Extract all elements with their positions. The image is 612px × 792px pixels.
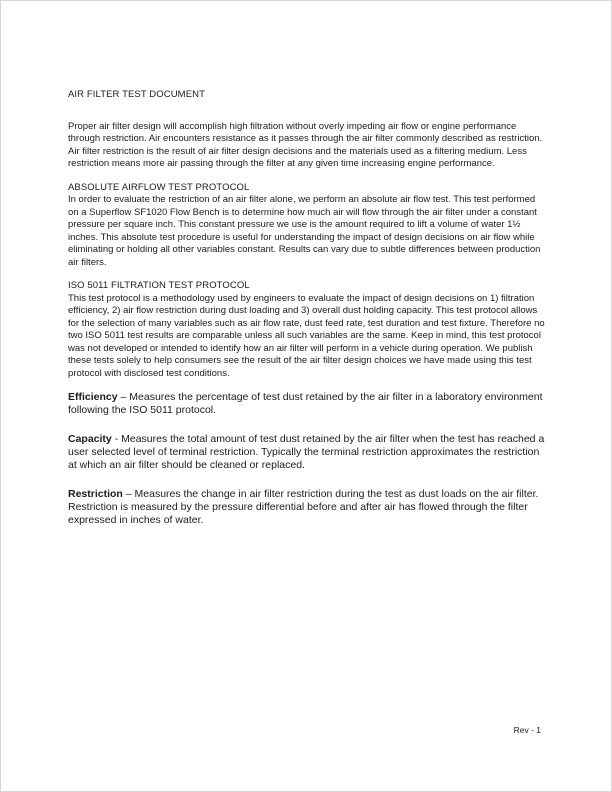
definition-restriction [68,488,545,527]
definition-text-capacity: Measures the total amount of test dust retained by the air filter when the test has reached a user selected level of terminal restriction. Typically the terminal restriction approximates the restriction at which an air filter should be cleaned or replaced. [68,433,545,471]
definitions-list [68,391,545,527]
definition-term-restriction: Restriction [68,488,123,500]
definition-efficiency [68,391,545,417]
definition-capacity [68,433,545,472]
definition-term-capacity: Capacity [68,433,112,445]
definition-separator: - [111,433,122,445]
section-body-absolute-airflow: In order to evaluate the restriction of an air filter alone, we perform an absolute air flow test. This test performed on a Superflow SF1020 Flow Bench is to determine how much air will flow through the air filter under a constant pressure per square inch. This constant pressure we use is the amount required to lift a volume of water 1½ inches. This absolute test procedure is useful for understanding the impact of design decisions on air flow while eliminating or holding all other variables constant. Results can vary due to subtle differences between production air filters. [68,194,541,268]
section-heading-absolute-airflow: ABSOLUTE AIRFLOW TEST PROTOCOL [68,181,250,193]
definition-separator: – [122,488,135,500]
section-iso-5011 [68,280,545,380]
definition-separator: – [117,391,130,403]
document-content [68,89,545,543]
definition-text-restriction: Measures the change in air filter restriction during the test as dust loads on the air filter. Restriction is measured by the pressure differential before and after air has flowed through the filter expressed in inches of water. [68,488,539,526]
section-absolute-airflow [68,182,545,270]
section-body-iso-5011: This test protocol is a methodology used by engineers to evaluate the impact of design decisions on 1) filtration efficiency, 2) air flow restriction during dust loading and 3) overall dust holding capacity. This test protocol allows for the selection of many variables such as air flow rate, dust feed rate, test duration and test fixture. Therefore no two ISO 5011 test results are comparable unless all such variables are the same. Keep in mind, this test protocol was not developed or intended to identify how an air filter will perform in a vehicle during operation. We publish these tests solely to help consumers see the result of the air filter design choices we have made using this test protocol with disclosed test conditions. [68,292,545,379]
document-title: AIR FILTER TEST DOCUMENT [68,89,205,100]
definition-text-efficiency: Measures the percentage of test dust retained by the air filter in a laboratory environment following the ISO 5011 protocol. [68,391,543,416]
section-heading-iso-5011: ISO 5011 FILTRATION TEST PROTOCOL [68,280,250,291]
revision-label: Rev - 1 [513,725,541,735]
intro-paragraph: Proper air filter design will accomplish high filtration without overly impeding air flow or engine performance through restriction. Air encounters resistance as it passes through the air filter commonly described as restriction. Air filter restriction is the result of air filter design decisions and the materials used as a filtering medium. Less restriction means more air passing through the filter at any given time increasing engine performance. [68,120,543,169]
definition-term-efficiency: Efficiency [68,391,118,403]
